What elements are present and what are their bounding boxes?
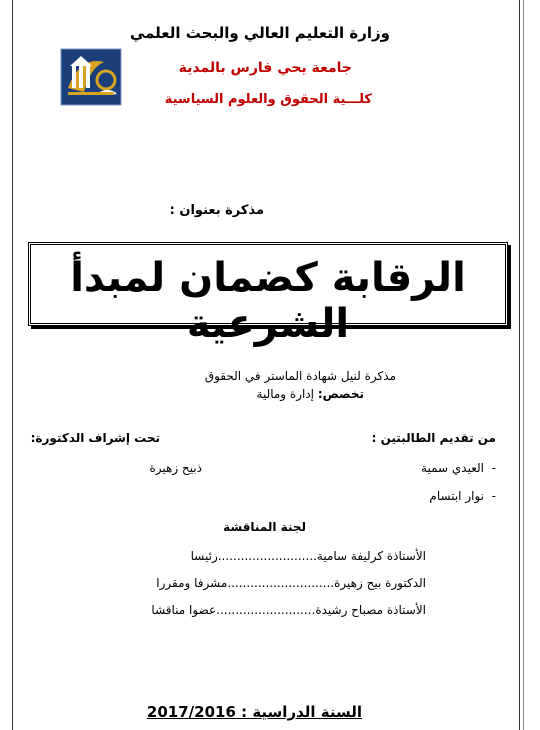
students-label: من تقديم الطالبتين : — [371, 431, 496, 445]
student-name: العيدي سمية — [421, 461, 484, 475]
committee-member: الأستاذة كرليفة سامية..........................رئيسا — [190, 549, 426, 563]
page-border-left — [12, 0, 13, 730]
university-emblem-icon — [60, 48, 122, 106]
page-border-right — [519, 0, 520, 730]
ministry-name: وزارة التعليم العالي والبحث العلمي — [129, 24, 390, 42]
title-frame — [28, 242, 508, 347]
specialization-value: إدارة ومالية — [256, 387, 315, 401]
academic-year: السنة الدراسية : 2017/2016 — [146, 703, 362, 721]
committee-heading: لجنة المناقشة — [223, 520, 306, 534]
memo-heading: مذكرة بعنوان : — [169, 203, 264, 218]
thesis-title: الرقابة كضمان لمبدأ الشرعية — [70, 255, 466, 347]
university-name: جامعة يحي فارس بالمدية — [178, 60, 352, 76]
specialization-label: تخصص: — [317, 387, 364, 401]
student-bullet: - — [491, 461, 496, 475]
page-border-right-inner — [523, 0, 524, 730]
faculty-name: كلـــية الحقوق والعلوم السياسية — [164, 92, 372, 107]
degree-line: مذكرة لنيل شهادة الماستر في الحقوق — [204, 369, 396, 383]
committee-member: الدكتورة بيح زهيرة............................مشرفا ومقررا — [156, 576, 426, 590]
student-name: نوار ابتسام — [429, 489, 484, 503]
specialization-row — [257, 387, 364, 401]
committee-member: الأستاذة مصباح رشيدة..........................عضوا مناقشا — [151, 603, 426, 617]
supervision-label: تحت إشراف الدكتورة: — [30, 431, 160, 445]
supervisor-name: ذبيح زهيرة — [149, 461, 202, 475]
student-bullet: - — [491, 489, 496, 503]
